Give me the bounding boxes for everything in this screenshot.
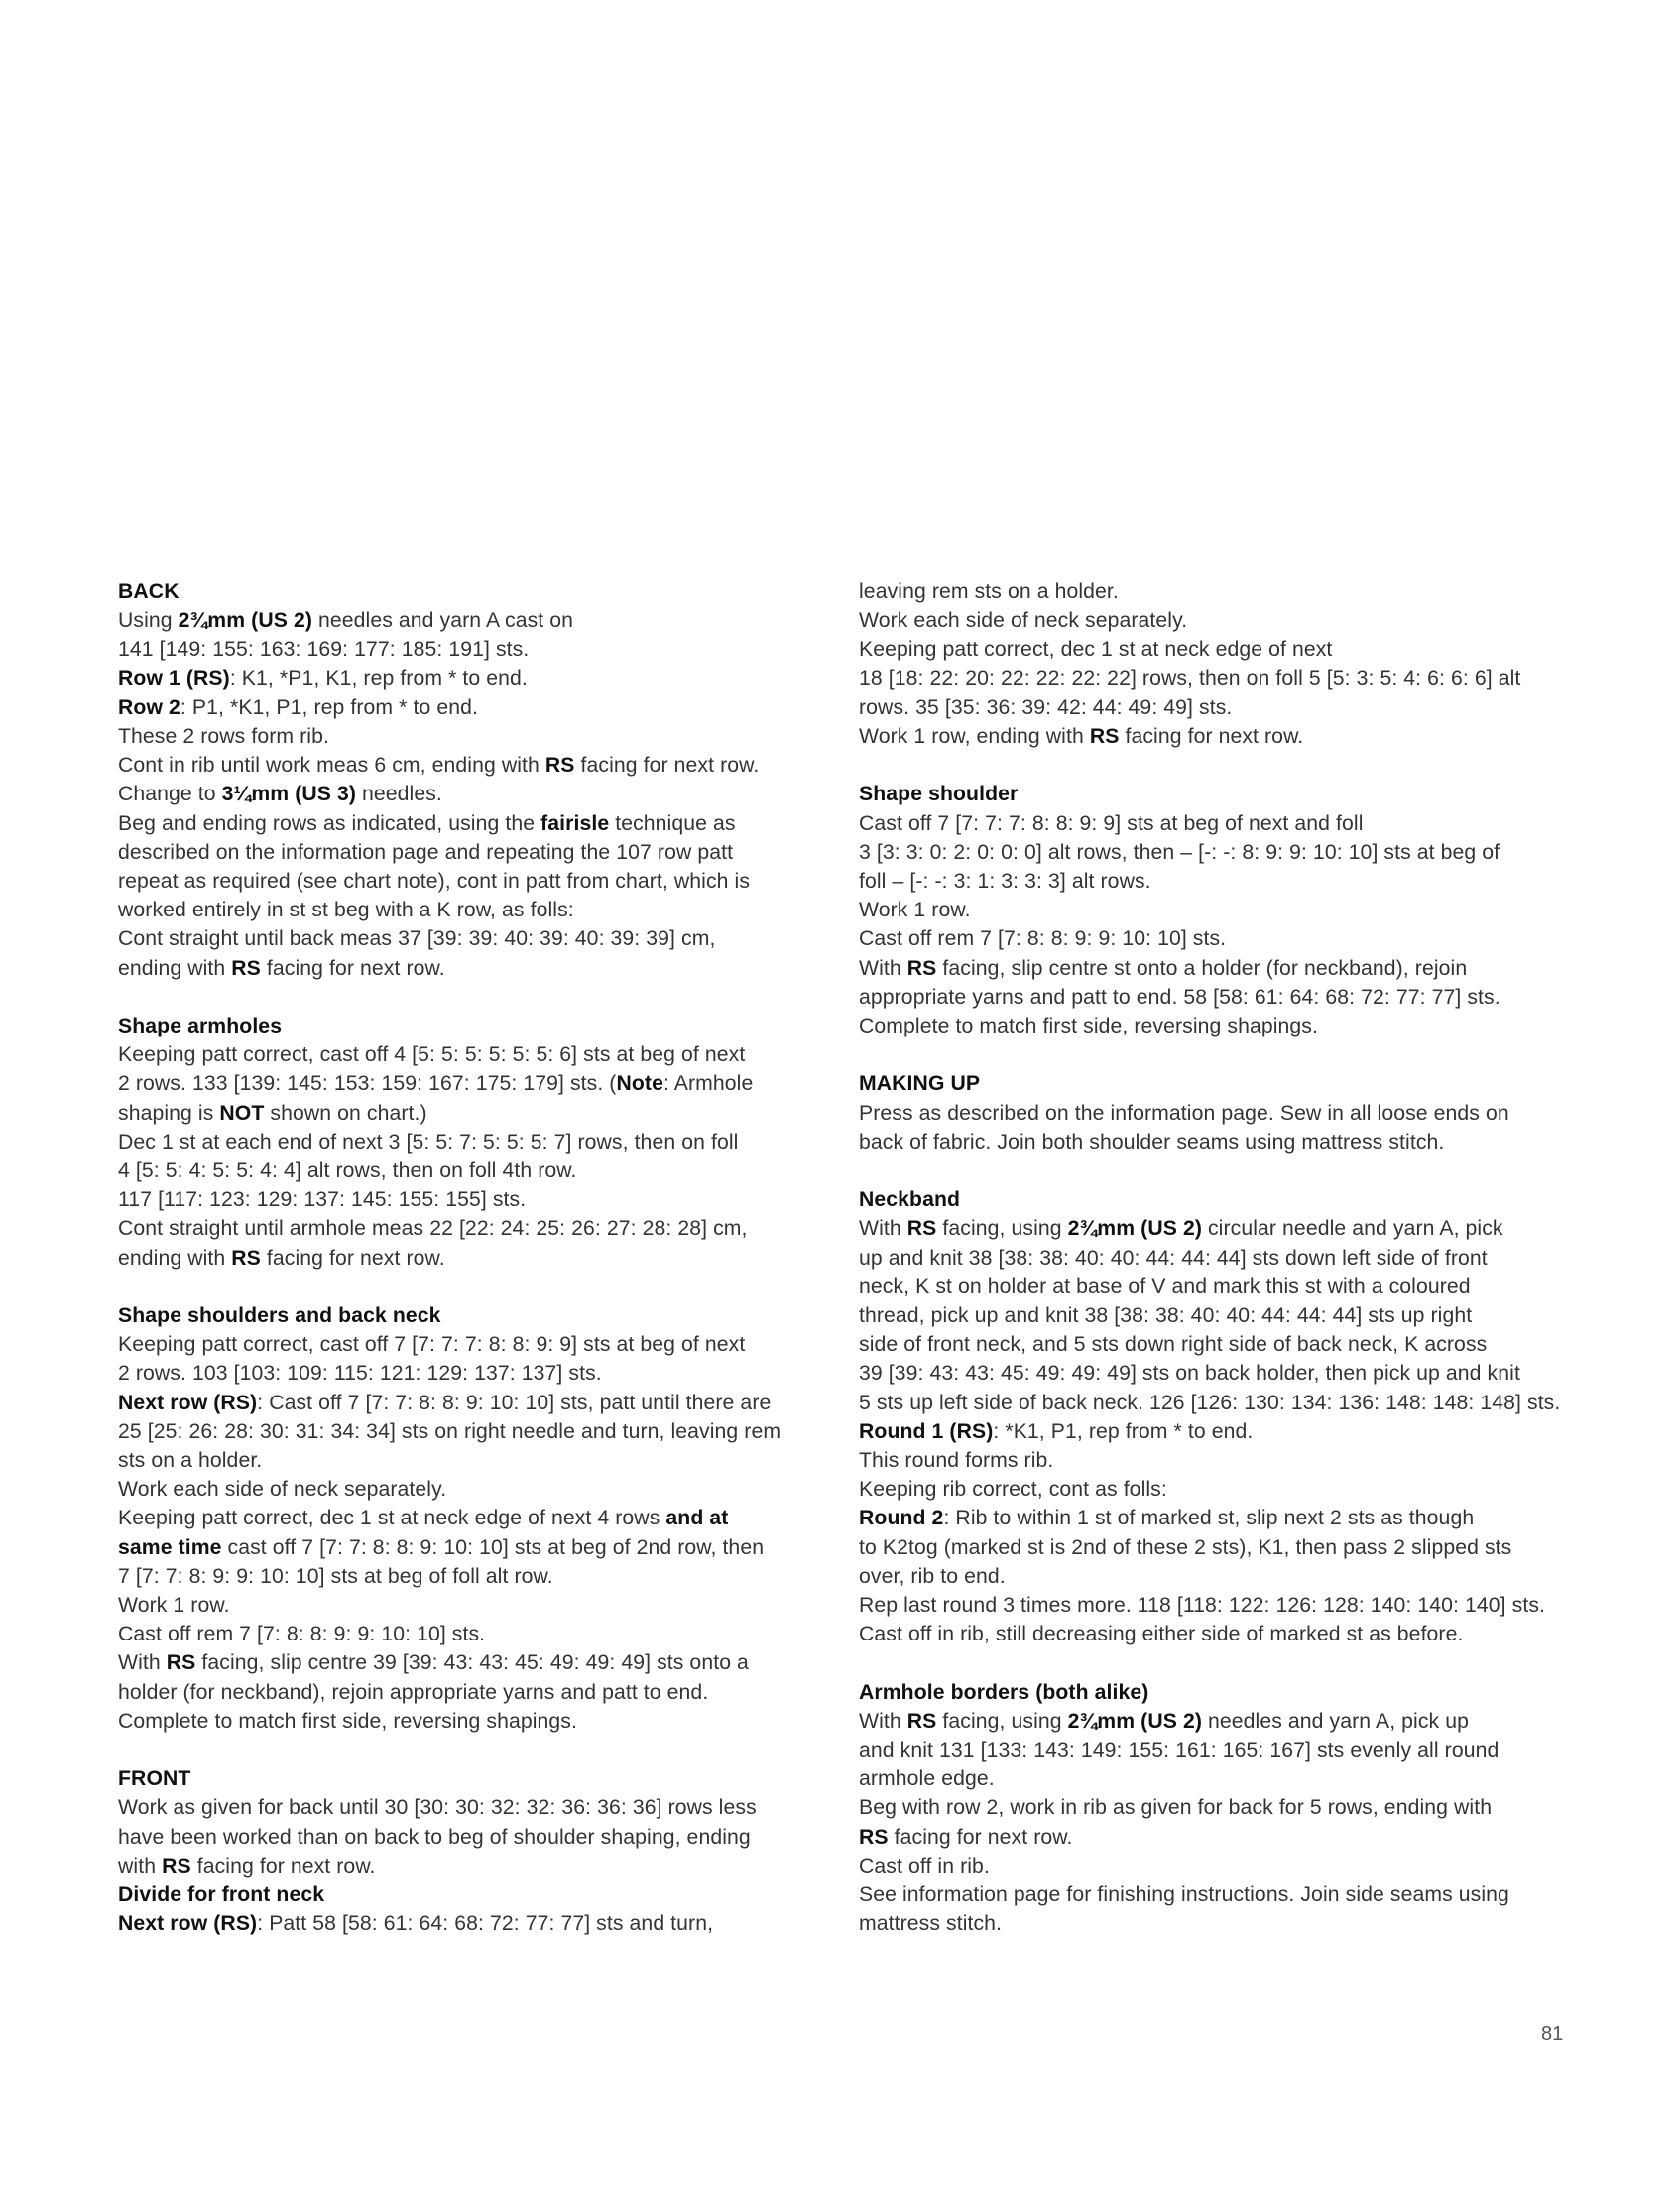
text-run: Cont in rib until work meas 6 cm, ending with bbox=[118, 754, 545, 778]
section-heading: Armhole borders (both alike) bbox=[859, 1680, 1149, 1704]
text-line bbox=[859, 1793, 1573, 1822]
section-heading: Shape shoulder bbox=[859, 783, 1019, 806]
bold-term: RS bbox=[859, 1825, 889, 1849]
text-run: See information page for finishing instructions. Join side seams using bbox=[859, 1883, 1509, 1907]
text-run: 18 [18: 22: 20: 22: 22: 22: 22] rows, then on foll 5 [5: 3: 5: 4: 6: 6: 6] alt bbox=[859, 667, 1521, 690]
text-run: sts on a holder. bbox=[118, 1449, 263, 1473]
bold-term: Row 1 (RS) bbox=[118, 667, 230, 690]
text-line bbox=[859, 635, 1573, 664]
text-run: Keeping patt correct, cast off 7 [7: 7: 7: 8: 8: 9: 9] sts at beg of next bbox=[118, 1333, 746, 1357]
paragraph-spacer bbox=[118, 983, 842, 1012]
text-line bbox=[859, 1504, 1573, 1532]
text-line bbox=[118, 722, 842, 751]
paragraph-spacer bbox=[859, 1156, 1573, 1185]
text-line bbox=[118, 635, 842, 664]
text-line bbox=[118, 1562, 842, 1591]
text-run: These 2 rows form rib. bbox=[118, 725, 329, 749]
text-run: cast off 7 [7: 7: 8: 8: 9: 10: 10] sts at beg of 2nd row, then bbox=[221, 1535, 765, 1559]
text-line bbox=[859, 896, 1573, 924]
text-line bbox=[118, 1475, 842, 1504]
text-run: With bbox=[859, 1217, 907, 1241]
text-line bbox=[118, 1330, 842, 1359]
page-number: 81 bbox=[1541, 2023, 1564, 2045]
text-line bbox=[118, 1648, 842, 1677]
text-run: ending with bbox=[118, 1246, 232, 1270]
text-run: foll – [-: -: 3: 1: 3: 3: 3] alt rows. bbox=[859, 870, 1151, 894]
text-line bbox=[859, 983, 1573, 1012]
section-heading: FRONT bbox=[118, 1767, 191, 1791]
text-line bbox=[859, 1012, 1573, 1040]
text-line bbox=[118, 924, 842, 953]
text-run: circular needle and yarn A, pick bbox=[1202, 1217, 1503, 1241]
text-run: facing, using bbox=[936, 1709, 1068, 1733]
text-line bbox=[118, 665, 842, 693]
text-run: with bbox=[118, 1854, 163, 1878]
text-run: Work 1 row. bbox=[118, 1594, 230, 1618]
text-run: holder (for neckband), rejoin appropriate yarns and patt to end. bbox=[118, 1680, 709, 1704]
bold-term: RS bbox=[166, 1651, 196, 1675]
text-run: neck, K st on holder at base of V and mark this st with a coloured bbox=[859, 1275, 1471, 1298]
bold-term: RS bbox=[1089, 725, 1120, 749]
text-run: 2 rows. 103 [103: 109: 115: 121: 129: 137: 137] sts. bbox=[118, 1362, 602, 1386]
text-line bbox=[859, 954, 1573, 983]
bold-term: 2¾mm (US 2) bbox=[1067, 1217, 1202, 1241]
bold-term: RS bbox=[906, 956, 937, 980]
text-run: This round forms rib. bbox=[859, 1449, 1054, 1473]
bold-term: RS bbox=[231, 956, 261, 980]
text-run: 39 [39: 43: 43: 45: 49: 49: 49] sts on back holder, then pick up and knit bbox=[859, 1362, 1520, 1386]
text-run: Rep last round 3 times more. 118 [118: 122: 126: 128: 140: 140: 140] sts. bbox=[859, 1594, 1546, 1618]
text-line bbox=[859, 1301, 1573, 1330]
text-run: Work 1 row. bbox=[859, 899, 971, 922]
text-run: and knit 131 [133: 143: 149: 155: 161: 165: 167] sts evenly all round bbox=[859, 1739, 1500, 1762]
text-line bbox=[118, 1128, 842, 1156]
text-run: back of fabric. Join both shoulder seams using mattress stitch. bbox=[859, 1130, 1445, 1154]
text-run: 25 [25: 26: 28: 30: 31: 34: 34] sts on right needle and turn, leaving rem bbox=[118, 1419, 781, 1443]
bold-term: and at bbox=[665, 1507, 729, 1530]
text-run: Cast off rem 7 [7: 8: 8: 9: 9: 10: 10] sts. bbox=[118, 1623, 486, 1646]
bold-term: NOT bbox=[219, 1101, 265, 1125]
bold-term: Round 1 (RS) bbox=[859, 1419, 994, 1443]
text-run: to K2tog (marked st is 2nd of these 2 sts), K1, then pass 2 slipped sts bbox=[859, 1535, 1512, 1559]
text-run: facing, using bbox=[936, 1217, 1068, 1241]
section-heading: Neckband bbox=[859, 1188, 961, 1212]
text-run: Work each side of neck separately. bbox=[859, 609, 1188, 633]
text-run: : Armhole bbox=[662, 1072, 754, 1096]
text-run: With bbox=[859, 1709, 907, 1733]
text-line bbox=[859, 1330, 1573, 1359]
text-run: facing for next row. bbox=[888, 1825, 1073, 1849]
text-run: Dec 1 st at each end of next 3 [5: 5: 7: 5: 5: 5: 7] rows, then on foll bbox=[118, 1130, 739, 1154]
bold-term: Row 2 bbox=[118, 695, 180, 719]
section-heading: Shape shoulders and back neck bbox=[118, 1304, 441, 1328]
bold-term: 2¾mm (US 2) bbox=[178, 609, 312, 633]
text-line bbox=[118, 1678, 842, 1707]
text-line bbox=[859, 1707, 1573, 1736]
text-line bbox=[118, 809, 842, 838]
text-line bbox=[859, 1475, 1573, 1504]
text-line bbox=[859, 1533, 1573, 1562]
text-run: facing for next row. bbox=[260, 956, 445, 980]
text-run: Complete to match first side, reversing shapings. bbox=[859, 1015, 1318, 1038]
text-line bbox=[859, 1417, 1573, 1446]
text-line bbox=[859, 1244, 1573, 1273]
text-line bbox=[118, 1099, 842, 1128]
text-line bbox=[118, 1591, 842, 1620]
text-line bbox=[118, 1823, 842, 1852]
bold-term: RS bbox=[162, 1854, 191, 1878]
text-run: Keeping patt correct, dec 1 st at neck edge of next bbox=[859, 638, 1333, 662]
text-run: Keeping patt correct, dec 1 st at neck edge of next 4 rows bbox=[118, 1507, 666, 1530]
bold-term: 2¾mm (US 2) bbox=[1067, 1709, 1202, 1733]
text-run: Cont straight until armhole meas 22 [22: 24: 25: 26: 27: 28: 28] cm, bbox=[118, 1217, 748, 1241]
text-line bbox=[118, 1040, 842, 1069]
text-line bbox=[859, 1446, 1573, 1475]
section-heading: MAKING UP bbox=[859, 1072, 981, 1096]
text-line bbox=[118, 896, 842, 924]
text-line bbox=[118, 1793, 842, 1822]
text-line bbox=[859, 1099, 1573, 1128]
text-line bbox=[859, 665, 1573, 693]
text-line bbox=[859, 867, 1573, 896]
text-line bbox=[118, 693, 842, 722]
text-run: Press as described on the information page. Sew in all loose ends on bbox=[859, 1101, 1509, 1125]
text-run: Beg and ending rows as indicated, using the bbox=[118, 811, 541, 835]
text-line bbox=[859, 809, 1573, 838]
bold-term: RS bbox=[231, 1246, 261, 1270]
text-run: 5 sts up left side of back neck. 126 [126: 130: 134: 136: 148: 148: 148] sts. bbox=[859, 1391, 1561, 1414]
text-run: shown on chart.) bbox=[264, 1101, 427, 1125]
text-run: repeat as required (see chart note), cont in patt from chart, which is bbox=[118, 870, 751, 894]
text-line bbox=[859, 1562, 1573, 1591]
text-run: With bbox=[118, 1651, 167, 1675]
bold-term: RS bbox=[906, 1709, 937, 1733]
text-line bbox=[859, 1128, 1573, 1156]
text-run: Cast off 7 [7: 7: 7: 8: 8: 9: 9] sts at beg of next and foll bbox=[859, 811, 1364, 835]
text-line bbox=[859, 924, 1573, 953]
text-run: ending with bbox=[118, 956, 232, 980]
text-run: Cast off in rib. bbox=[859, 1854, 990, 1878]
text-line bbox=[859, 1881, 1573, 1909]
text-run: : Rib to within 1 st of marked st, slip next 2 sts as though bbox=[943, 1507, 1475, 1530]
text-run: appropriate yarns and patt to end. 58 [58: 61: 64: 68: 72: 77: 77] sts. bbox=[859, 985, 1500, 1009]
text-run: : P1, *K1, P1, rep from * to end. bbox=[180, 695, 478, 719]
text-run: up and knit 38 [38: 38: 40: 40: 44: 44: 44] sts down left side of front bbox=[859, 1246, 1488, 1270]
text-run: Work 1 row, ending with bbox=[859, 725, 1090, 749]
text-run: Keeping rib correct, cont as folls: bbox=[859, 1478, 1167, 1502]
text-run: facing, slip centre 39 [39: 43: 43: 45: 49: 49: 49] sts onto a bbox=[195, 1651, 749, 1675]
text-run: Cast off in rib, still decreasing either side of marked st as before. bbox=[859, 1623, 1464, 1646]
text-line bbox=[859, 577, 1573, 606]
text-run: 4 [5: 5: 4: 5: 5: 4: 4] alt rows, then on foll 4th row. bbox=[118, 1159, 577, 1183]
text-run: 3 [3: 3: 0: 2: 0: 0: 0] alt rows, then – [-: -: 8: 9: 9: 10: 10] sts at beg of bbox=[859, 840, 1500, 864]
text-line bbox=[859, 1389, 1573, 1417]
text-run: technique as bbox=[609, 811, 736, 835]
text-run: facing for next row. bbox=[574, 754, 760, 778]
text-line bbox=[859, 606, 1573, 635]
text-run: 117 [117: 123: 129: 137: 145: 155: 155] sts. bbox=[118, 1188, 527, 1212]
text-line bbox=[118, 1909, 842, 1938]
text-run: 141 [149: 155: 163: 169: 177: 185: 191] sts. bbox=[118, 638, 530, 662]
text-run: side of front neck, and 5 sts down right side of back neck, K across bbox=[859, 1333, 1488, 1357]
text-line bbox=[118, 838, 842, 867]
text-run: : K1, *P1, K1, rep from * to end. bbox=[229, 667, 528, 690]
text-line bbox=[118, 867, 842, 896]
text-line bbox=[859, 1591, 1573, 1620]
text-run: Change to bbox=[118, 783, 222, 806]
text-run: Work as given for back until 30 [30: 30: 32: 32: 36: 36: 36] rows less bbox=[118, 1796, 757, 1820]
text-run: shaping is bbox=[118, 1101, 220, 1125]
bold-term: Note bbox=[616, 1072, 663, 1096]
text-line bbox=[859, 1359, 1573, 1388]
text-run: needles. bbox=[356, 783, 442, 806]
section-heading: Divide for front neck bbox=[118, 1883, 325, 1907]
bold-term: 3¼mm (US 3) bbox=[221, 783, 357, 806]
paragraph-spacer bbox=[859, 1648, 1573, 1677]
left-column bbox=[118, 577, 842, 1939]
text-line bbox=[118, 1244, 842, 1273]
text-run: facing for next row. bbox=[260, 1246, 445, 1270]
text-run: : Patt 58 [58: 61: 64: 68: 72: 77: 77] sts and turn, bbox=[257, 1912, 714, 1936]
text-run: Work each side of neck separately. bbox=[118, 1478, 447, 1502]
text-line bbox=[118, 954, 842, 983]
text-run: over, rib to end. bbox=[859, 1564, 1006, 1588]
text-line bbox=[118, 1533, 842, 1562]
bold-term: Round 2 bbox=[859, 1507, 944, 1530]
text-run: Cont straight until back meas 37 [39: 39: 40: 39: 40: 39: 39] cm, bbox=[118, 927, 716, 951]
text-line bbox=[859, 1764, 1573, 1793]
right-column bbox=[859, 577, 1573, 1938]
text-run: Cast off rem 7 [7: 8: 8: 9: 9: 10: 10] sts. bbox=[859, 927, 1227, 951]
paragraph-spacer bbox=[118, 1736, 842, 1764]
text-run: needles and yarn A cast on bbox=[312, 609, 574, 633]
paragraph-spacer bbox=[859, 1040, 1573, 1069]
text-line bbox=[118, 606, 842, 635]
text-run: armhole edge. bbox=[859, 1767, 995, 1791]
text-run: worked entirely in st st beg with a K row, as folls: bbox=[118, 899, 574, 922]
text-run: Keeping patt correct, cast off 4 [5: 5: 5: 5: 5: 5: 6] sts at beg of next bbox=[118, 1043, 746, 1067]
text-run: 2 rows. 133 [139: 145: 153: 159: 167: 175: 179] sts. ( bbox=[118, 1072, 617, 1096]
text-run: needles and yarn A, pick up bbox=[1202, 1709, 1469, 1733]
bold-term: fairisle bbox=[540, 811, 610, 835]
text-run: mattress stitch. bbox=[859, 1912, 1003, 1936]
text-run: described on the information page and repeating the 107 row patt bbox=[118, 840, 734, 864]
text-line bbox=[859, 1823, 1573, 1852]
text-line bbox=[859, 1620, 1573, 1648]
bold-term: same time bbox=[118, 1535, 222, 1559]
bold-term: Next row (RS) bbox=[118, 1912, 258, 1936]
text-line bbox=[118, 1359, 842, 1388]
text-run: Complete to match first side, reversing shapings. bbox=[118, 1709, 577, 1733]
text-line bbox=[859, 838, 1573, 867]
text-line bbox=[859, 1736, 1573, 1764]
text-line bbox=[118, 1417, 842, 1446]
text-line bbox=[118, 1504, 842, 1532]
text-run: 7 [7: 7: 8: 9: 9: 10: 10] sts at beg of foll alt row. bbox=[118, 1564, 553, 1588]
text-run: : Cast off 7 [7: 7: 8: 8: 9: 10: 10] sts, patt until there are bbox=[257, 1391, 772, 1414]
section-heading: BACK bbox=[118, 580, 180, 603]
bold-term: RS bbox=[906, 1217, 937, 1241]
text-line bbox=[859, 1852, 1573, 1881]
section-heading: Shape armholes bbox=[118, 1015, 283, 1038]
text-line bbox=[118, 780, 842, 808]
text-line bbox=[859, 1214, 1573, 1243]
paragraph-spacer bbox=[118, 1273, 842, 1301]
text-line bbox=[118, 1620, 842, 1648]
text-line bbox=[118, 1185, 842, 1214]
text-run: rows. 35 [35: 36: 39: 42: 44: 49: 49] sts. bbox=[859, 695, 1233, 719]
text-line bbox=[118, 1446, 842, 1475]
text-line bbox=[118, 1707, 842, 1736]
text-line bbox=[859, 1909, 1573, 1938]
text-line bbox=[859, 693, 1573, 722]
text-run: Beg with row 2, work in rib as given for back for 5 rows, ending with bbox=[859, 1796, 1493, 1820]
text-run: facing for next row. bbox=[190, 1854, 376, 1878]
bold-term: RS bbox=[544, 754, 575, 778]
text-line bbox=[118, 1156, 842, 1185]
text-line bbox=[859, 1273, 1573, 1301]
text-run: facing for next row. bbox=[1119, 725, 1304, 749]
text-line bbox=[118, 751, 842, 780]
text-run: : *K1, P1, rep from * to end. bbox=[993, 1419, 1254, 1443]
text-line bbox=[118, 1389, 842, 1417]
text-line bbox=[118, 1214, 842, 1243]
text-run: thread, pick up and knit 38 [38: 38: 40: 40: 44: 44: 44] sts up right bbox=[859, 1304, 1473, 1328]
text-run: Using bbox=[118, 609, 179, 633]
text-run: facing, slip centre st onto a holder (for neckband), rejoin bbox=[936, 956, 1468, 980]
bold-term: Next row (RS) bbox=[118, 1391, 258, 1414]
text-line bbox=[859, 722, 1573, 751]
text-line bbox=[118, 1069, 842, 1098]
text-run: leaving rem sts on a holder. bbox=[859, 580, 1119, 603]
paragraph-spacer bbox=[859, 751, 1573, 780]
text-line bbox=[118, 1852, 842, 1881]
text-run: With bbox=[859, 956, 907, 980]
text-run: have been worked than on back to beg of shoulder shaping, ending bbox=[118, 1825, 751, 1849]
